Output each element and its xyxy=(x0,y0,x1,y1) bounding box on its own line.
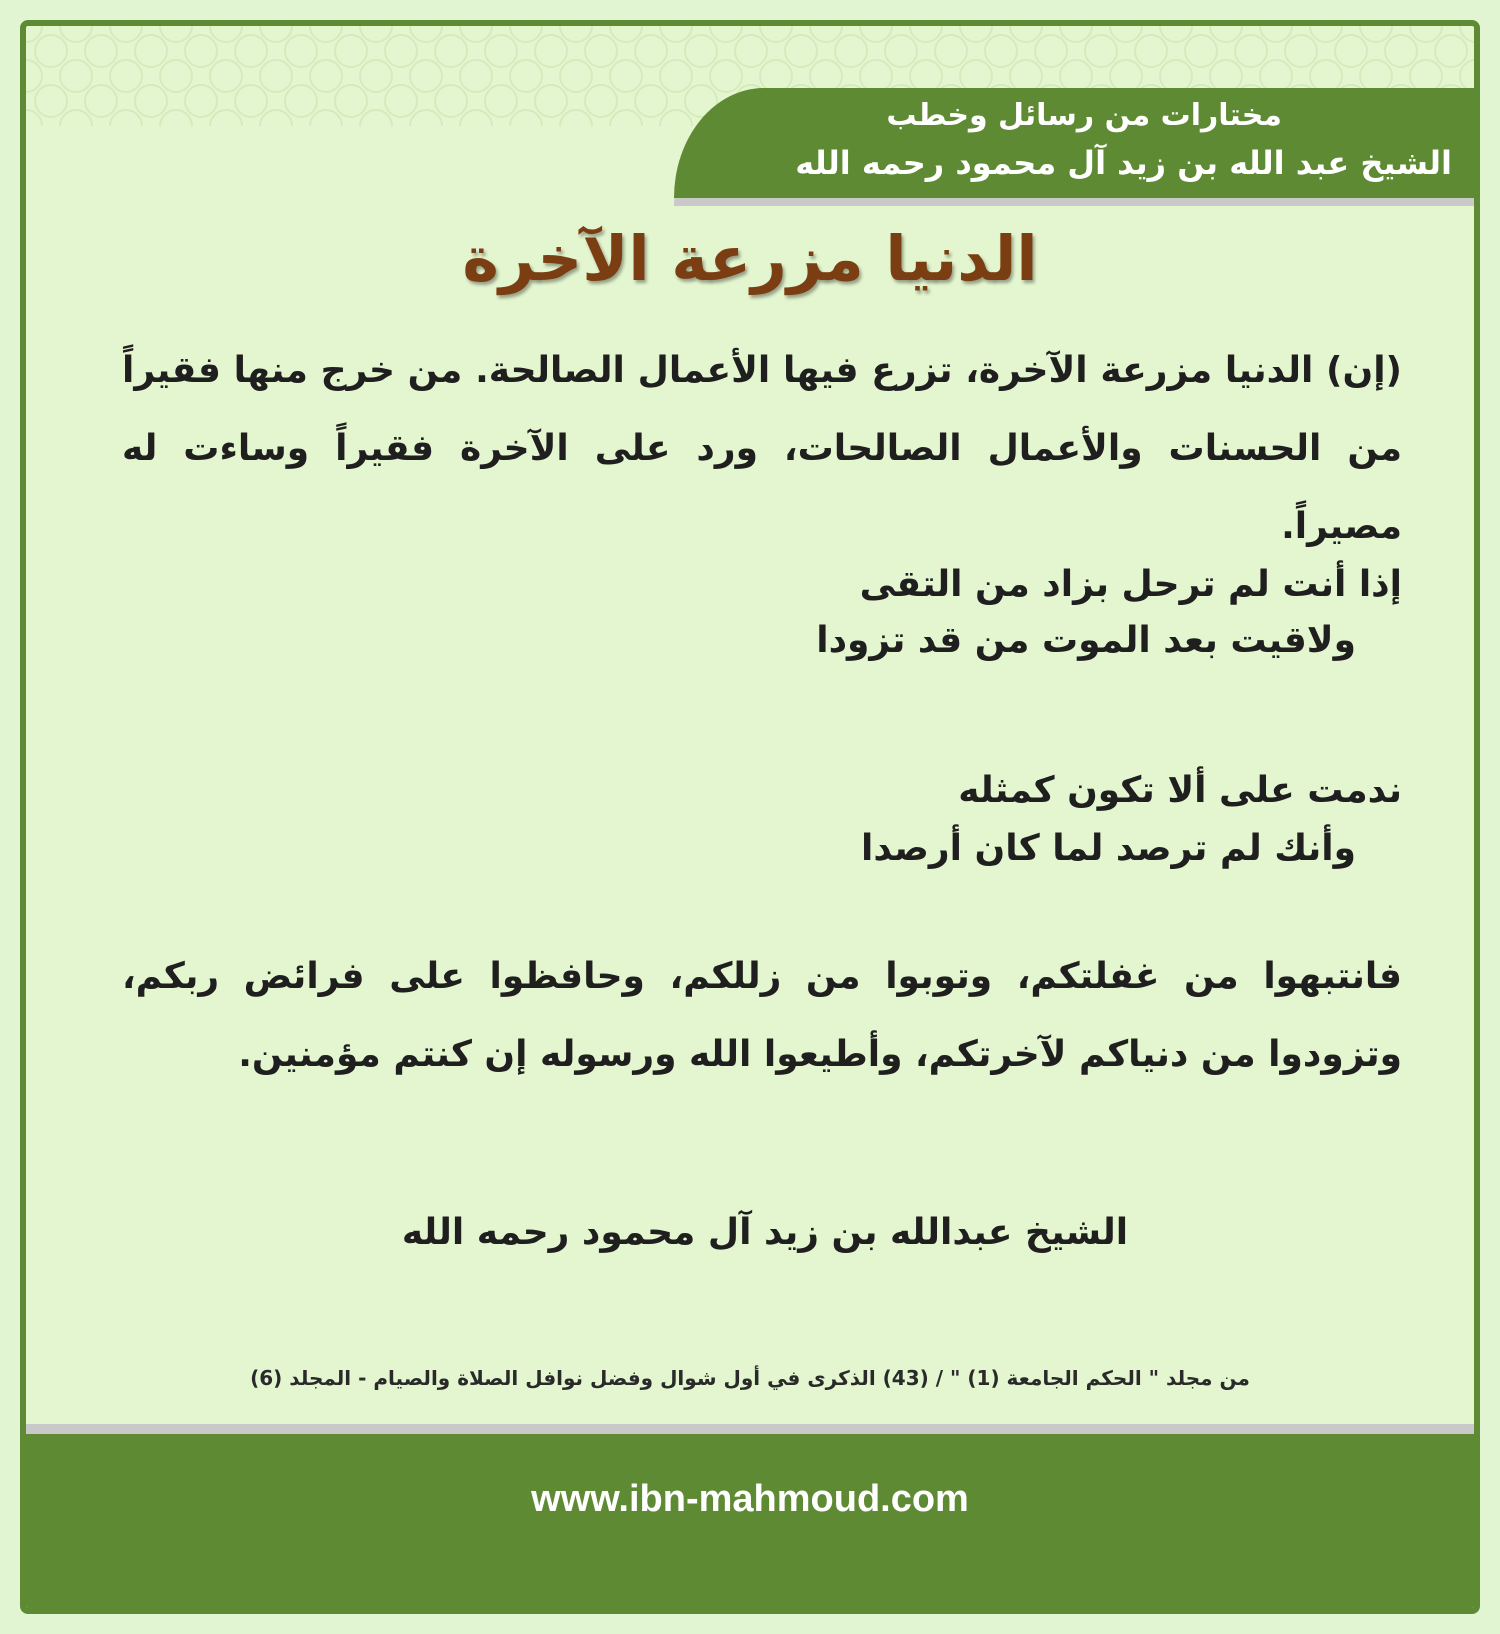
website-link[interactable]: www.ibn-mahmoud.com xyxy=(531,1478,969,1520)
author-signature: الشيخ عبدالله بن زيد آل محمود رحمه الله xyxy=(401,1212,1129,1253)
paragraph-exhortation: فانتبهوا من غفلتكم، وتوبوا من زللكم، وحافظوا على فرائض ربكم، وتزودوا من دنياكم لآخرتكم، وأطيعوا الله ورسوله إن كنتم مؤمنين. xyxy=(122,956,1402,1075)
verse-line-1: إذا أنت لم ترحل بزاد من التقى xyxy=(859,564,1402,605)
source-citation: من مجلد " الحكم الجامعة (1) " / (43) الذكرى في أول شوال وفضل نوافل الصلاة والصيام - المجلد (6) xyxy=(250,1366,1250,1390)
header-series-title: مختارات من رسائل وخطب xyxy=(886,98,1282,133)
verse-line-3: ندمت على ألا تكون كمثله xyxy=(958,770,1402,811)
paragraph-intro: (إن) الدنيا مزرعة الآخرة، تزرع فيها الأعمال الصالحة. من خرج منها فقيراً من الحسنات والأعمال الصالحات، ورد على الآخرة فقيراً وساءت له مصيراً. xyxy=(122,350,1402,547)
header-banner xyxy=(674,88,1474,198)
footer-bar xyxy=(26,1434,1474,1608)
verse-line-2: ولاقيت بعد الموت من قد تزودا xyxy=(816,620,1356,661)
footer-divider xyxy=(26,1424,1474,1434)
page-frame xyxy=(20,20,1480,1614)
header-author-name: الشيخ عبد الله بن زيد آل محمود رحمه الله xyxy=(795,144,1452,182)
verse-line-4: وأنك لم ترصد لما كان أرصدا xyxy=(861,828,1356,869)
page-title: الدنيا مزرعة الآخرة xyxy=(462,222,1038,295)
